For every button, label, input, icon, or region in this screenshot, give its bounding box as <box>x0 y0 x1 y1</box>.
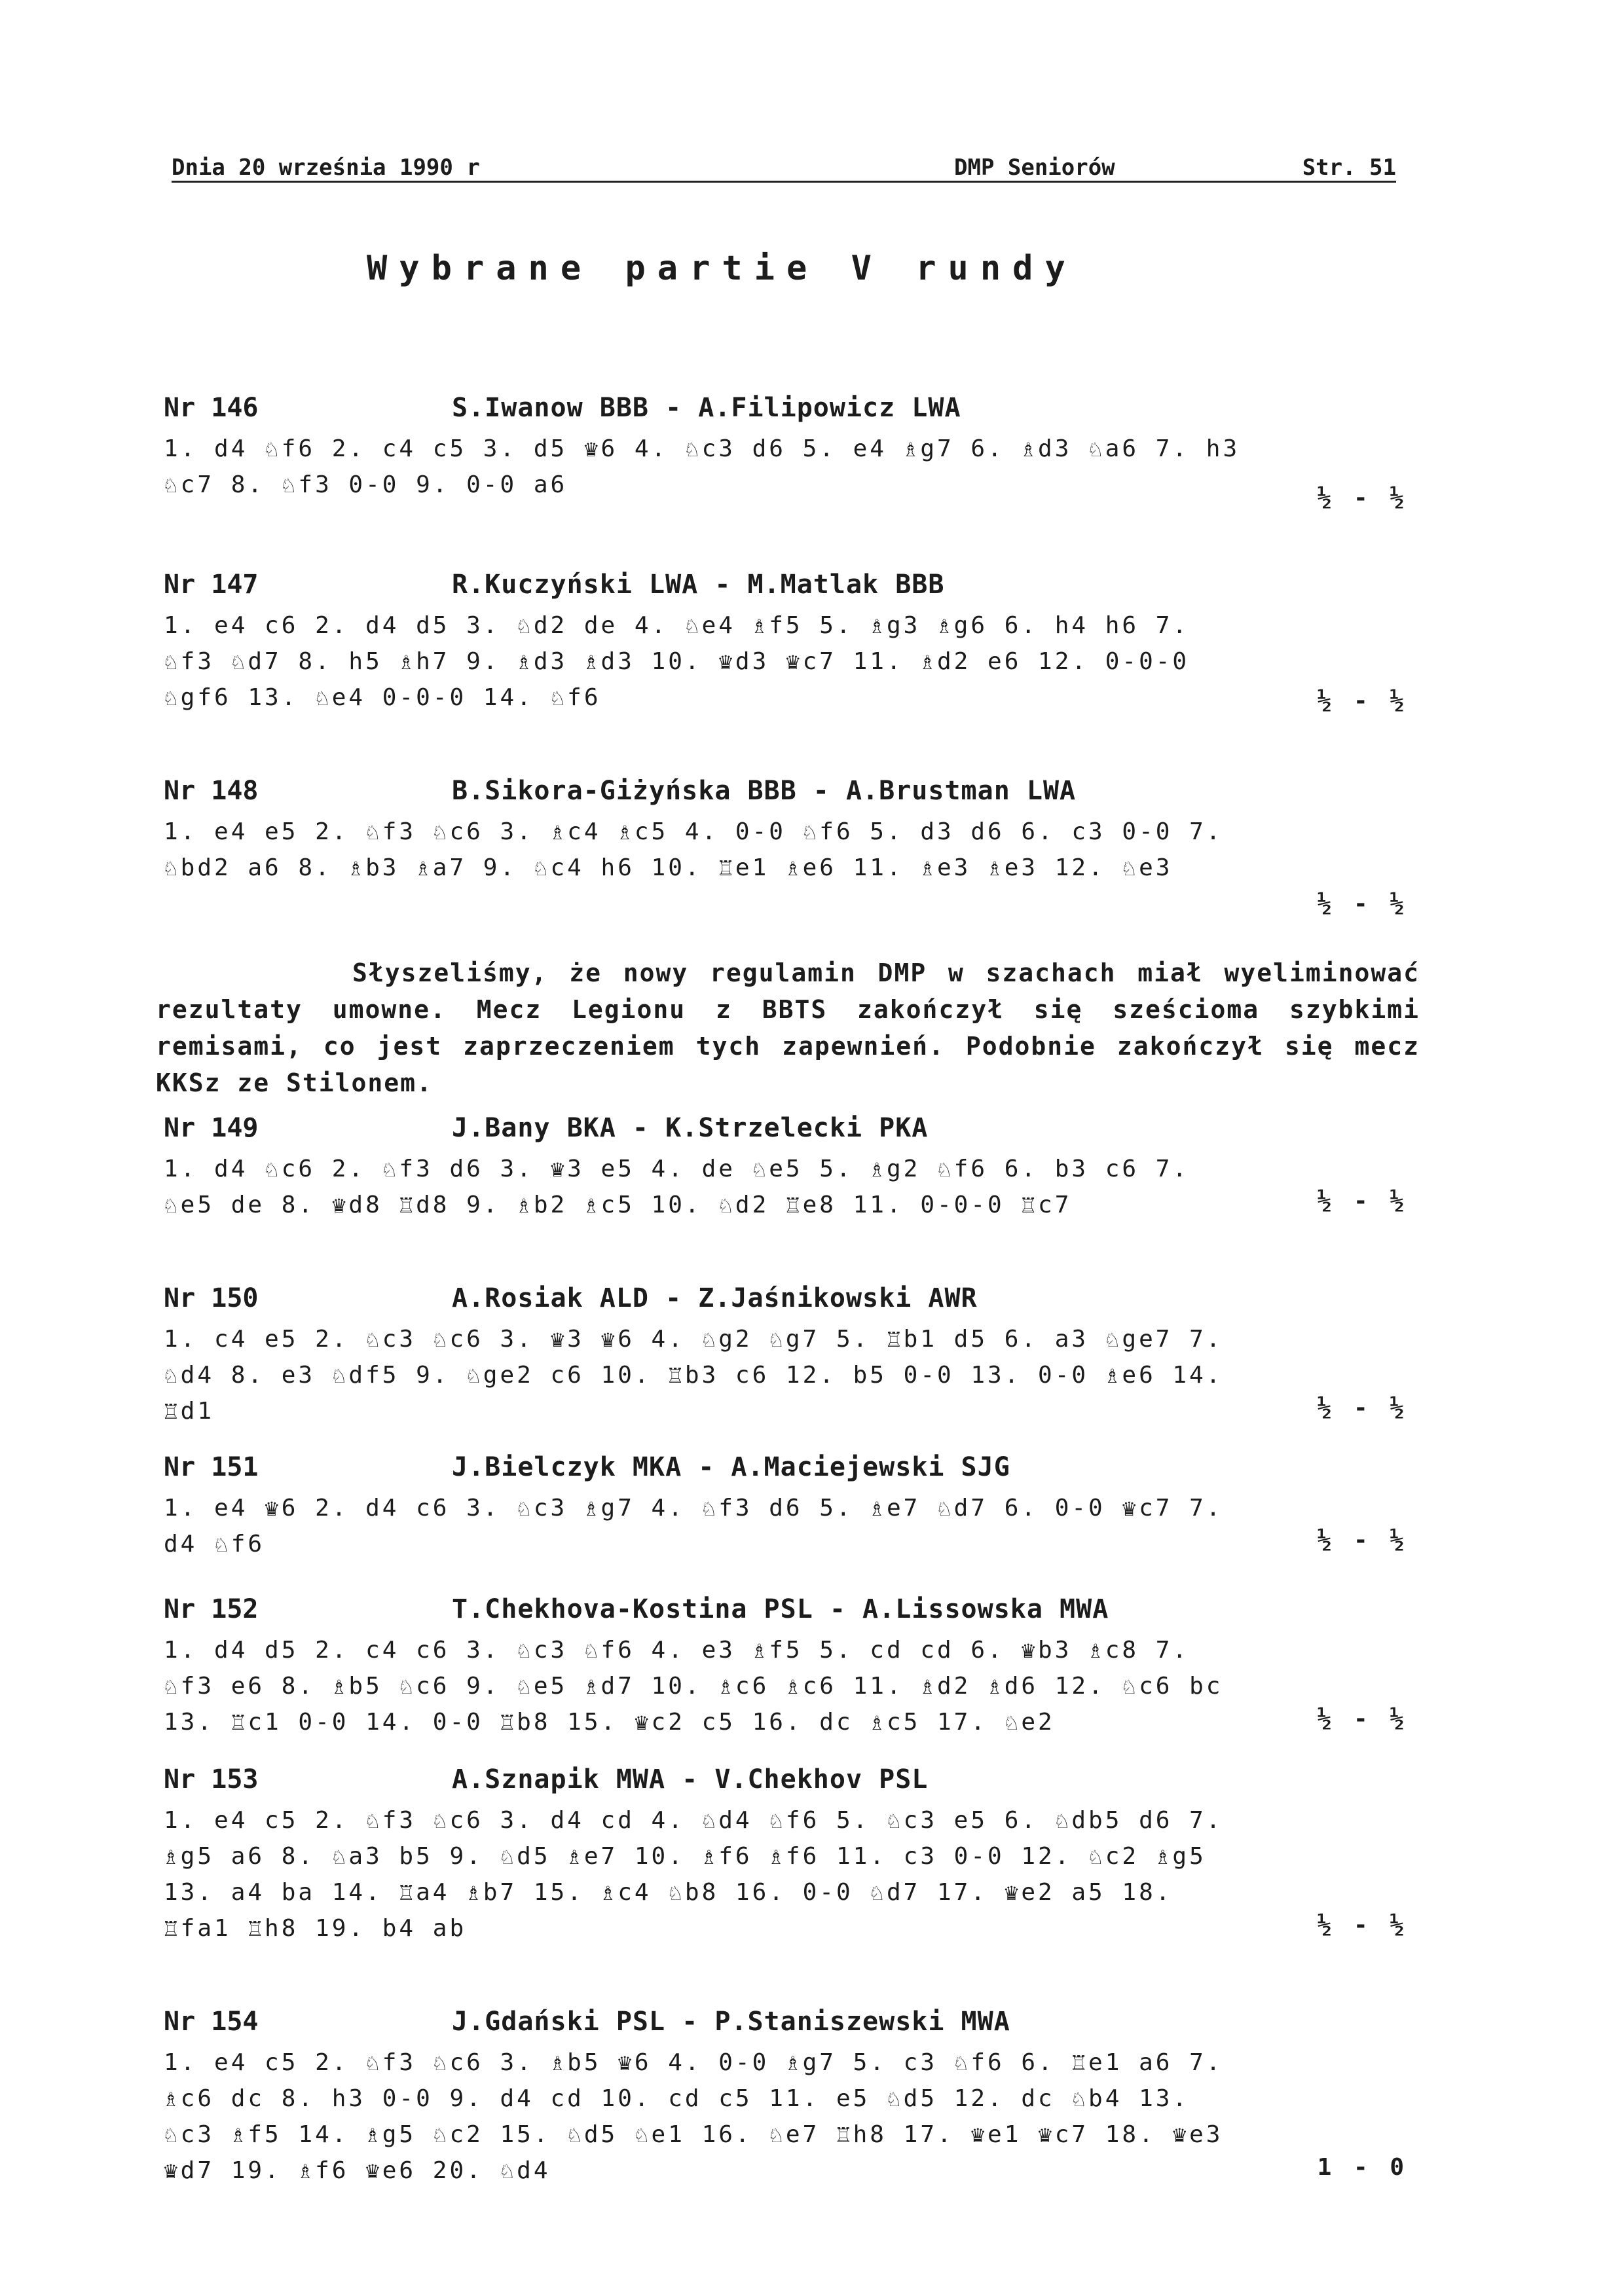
game-players: B.Sikora-Giżyńska BBB - A.Brustman LWA <box>452 776 1077 806</box>
game-players: T.Chekhova-Kostina PSL - A.Lissowska MWA <box>452 1594 1109 1624</box>
game-players: S.Iwanow BBB - A.Filipowicz LWA <box>452 393 961 423</box>
game-header <box>164 776 1408 812</box>
game-result: ½ - ½ <box>1317 1394 1408 1421</box>
game-players: J.Bielczyk MKA - A.Maciejewski SJG <box>452 1452 1010 1482</box>
game-players: J.Bany BKA - K.Strzelecki PKA <box>452 1113 929 1143</box>
game-result: ½ - ½ <box>1317 1188 1408 1214</box>
game-players: A.Rosiak ALD - Z.Jaśnikowski AWR <box>452 1283 978 1313</box>
game-moves: 1. e4 c6 2. d4 d5 3. ♘d2 de 4. ♘e4 ♗f5 5. ♗g3 ♗g6 6. h4 h6 7. ♘f3 ♘d7 8. h5 ♗h7 9. ♗d3 ♗d3 10. ♛d3 ♛c7 11. ♗d2 e6 12. 0-0-0 ♘gf6 13. ♘e4 0-0-0 14. ♘f6 <box>164 612 1190 711</box>
game-number: Nr 152 <box>164 1594 259 1624</box>
game-header <box>164 1283 1408 1320</box>
game-result: ½ - ½ <box>1317 484 1408 511</box>
game-150 <box>164 1283 1408 1429</box>
game-number: Nr 151 <box>164 1452 259 1482</box>
game-players: J.Gdański PSL - P.Staniszewski MWA <box>452 2007 1010 2037</box>
game-146 <box>164 393 1408 511</box>
game-number: Nr 146 <box>164 393 259 423</box>
game-header <box>164 1594 1408 1631</box>
game-147 <box>164 570 1408 716</box>
game-moves: 1. d4 d5 2. c4 c6 3. ♘c3 ♘f6 4. e3 ♗f5 5. cd cd 6. ♛b3 ♗c8 7. ♘f3 e6 8. ♗b5 ♘c6 9. ♘e5 ♗d7 10. ♗c6 ♗c6 11. ♗d2 ♗d6 12. ♘c6 bc 13. ♖c1 0-0 14. 0-0 ♖b8 15. ♛c2 c5 16. dc ♗c5 17. ♘e2 <box>164 1637 1223 1736</box>
game-players: R.Kuczyński LWA - M.Matlak BBB <box>452 570 945 600</box>
game-players: A.Sznapik MWA - V.Chekhov PSL <box>452 1764 929 1795</box>
game-header <box>164 1452 1408 1489</box>
game-149 <box>164 1113 1408 1223</box>
game-moves: 1. e4 c5 2. ♘f3 ♘c6 3. ♗b5 ♛6 4. 0-0 ♗g7 5. c3 ♘f6 6. ♖e1 a6 7. ♗c6 dc 8. h3 0-0 9. d4 cd 10. cd c5 11. e5 ♘d5 12. dc ♘b4 13. ♘c3 ♗f5 14. ♗g5 ♘c2 15. ♘d5 ♘e1 16. ♘e7 ♖h8 17. ♛e1 ♛c7 18. ♛e3 ♛d7 19. ♗f6 ♛e6 20. ♘d4 <box>164 2049 1223 2184</box>
game-number: Nr 154 <box>164 2007 259 2037</box>
game-result: ½ - ½ <box>1317 1527 1408 1554</box>
game-152 <box>164 1594 1408 1740</box>
commentary-paragraph: Słyszeliśmy, że nowy regulamin DMP w szachach miał wyeliminować rezultaty umowne. Mecz Legionu z BBTS zakończył się sześcioma szybkimi remisami, co jest zaprzeczeniem tych zapewnień. Podobnie zakończył się mecz KKSz ze Stilonem. <box>156 958 1420 1097</box>
game-number: Nr 149 <box>164 1113 259 1143</box>
game-number: Nr 147 <box>164 570 259 600</box>
game-moves: 1. e4 c5 2. ♘f3 ♘c6 3. d4 cd 4. ♘d4 ♘f6 5. ♘c3 e5 6. ♘db5 d6 7. ♗g5 a6 8. ♘a3 b5 9. ♘d5 ♗e7 10. ♗f6 ♗f6 11. c3 0-0 12. ♘c2 ♗g5 13. a4 ba 14. ♖a4 ♗b7 15. ♗c4 ♘b8 16. 0-0 ♘d7 17. ♛e2 a5 18. ♖fa1 ♖h8 19. b4 ab <box>164 1807 1223 1942</box>
game-result: ½ - ½ <box>1317 1705 1408 1732</box>
header-date: Dnia 20 września 1990 r <box>172 155 480 181</box>
game-moves: 1. e4 ♛6 2. d4 c6 3. ♘c3 ♗g7 4. ♘f3 d6 5. ♗e7 ♘d7 6. 0-0 ♛c7 7. d4 ♘f6 <box>164 1495 1223 1558</box>
game-header <box>164 2007 1408 2043</box>
game-154 <box>164 2007 1408 2189</box>
page-title: Wybrane partie V rundy <box>367 249 1077 288</box>
game-header <box>164 570 1408 606</box>
game-moves: 1. c4 e5 2. ♘c3 ♘c6 3. ♛3 ♛6 4. ♘g2 ♘g7 5. ♖b1 d5 6. a3 ♘ge7 7. ♘d4 8. e3 ♘df5 9. ♘ge2 c6 10. ♖b3 c6 12. b5 0-0 13. 0-0 ♗e6 14. ♖d1 <box>164 1326 1223 1425</box>
game-moves: 1. d4 ♘c6 2. ♘f3 d6 3. ♛3 e5 4. de ♘e5 5. ♗g2 ♘f6 6. b3 c6 7. ♘e5 de 8. ♛d8 ♖d8 9. ♗b2 ♗c5 10. ♘d2 ♖e8 11. 0-0-0 ♖c7 <box>164 1156 1190 1218</box>
game-number: Nr 150 <box>164 1283 259 1313</box>
game-result: ½ - ½ <box>1317 890 1408 917</box>
game-number: Nr 153 <box>164 1764 259 1795</box>
game-number: Nr 148 <box>164 776 259 806</box>
header-page-number: Str. 51 <box>1302 155 1396 181</box>
game-header <box>164 393 1408 429</box>
game-148 <box>164 776 1408 917</box>
page-header <box>172 155 1396 183</box>
game-header <box>164 1764 1408 1801</box>
header-event: DMP Seniorów <box>954 155 1115 181</box>
game-151 <box>164 1452 1408 1562</box>
game-header <box>164 1113 1408 1150</box>
game-moves: 1. e4 e5 2. ♘f3 ♘c6 3. ♗c4 ♗c5 4. 0-0 ♘f6 5. d3 d6 6. c3 0-0 7. ♘bd2 a6 8. ♗b3 ♗a7 9. ♘c4 h6 10. ♖e1 ♗e6 11. ♗e3 ♗e3 12. ♘e3 <box>164 818 1223 881</box>
game-result: ½ - ½ <box>1317 1912 1408 1939</box>
game-153 <box>164 1764 1408 1946</box>
game-result: 1 - 0 <box>1317 2154 1408 2181</box>
game-moves: 1. d4 ♘f6 2. c4 c5 3. d5 ♛6 4. ♘c3 d6 5. e4 ♗g7 6. ♗d3 ♘a6 7. h3 ♘c7 8. ♘f3 0-0 9. 0-0 a6 <box>164 435 1240 498</box>
game-result: ½ - ½ <box>1317 687 1408 714</box>
